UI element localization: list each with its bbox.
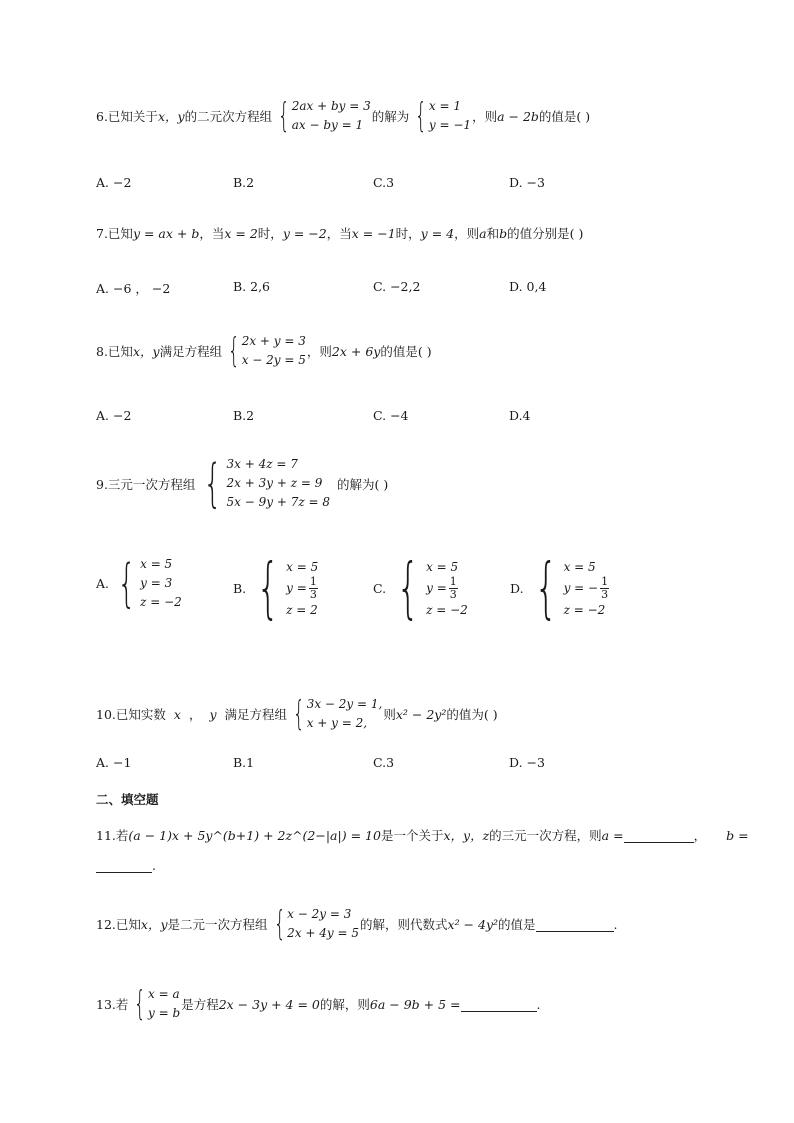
q12-eq2: 2x + 4y = 5 (287, 926, 359, 940)
q10-expr: x² − 2y² (395, 706, 447, 722)
q7-option-c[interactable]: C. −2,2 (373, 279, 421, 294)
q9-option-b[interactable] (233, 549, 319, 626)
fraction (309, 576, 318, 601)
q7-options (96, 279, 696, 295)
q9-d-z: z = −2 (563, 602, 606, 617)
q9-c-x: x = 5 (426, 559, 459, 574)
q10-var-x: x (173, 706, 181, 722)
fraction (449, 576, 458, 601)
q7-text: ，则 (454, 226, 480, 241)
q12-vars: x，y (140, 917, 168, 932)
q9-b-x: x = 5 (286, 559, 319, 574)
q9-d-y: y = − (563, 581, 599, 595)
q8-option-c[interactable]: C. −4 (373, 408, 409, 423)
left-brace-icon: { (396, 549, 420, 626)
q12-tail-b: 的值是 (498, 917, 536, 932)
q12-expr: x² − 4y² (447, 916, 499, 932)
q11-mid2: 的三元一次方程，则 (489, 828, 602, 843)
q6-system (273, 97, 371, 135)
q8-mid: 满足方程组 (159, 344, 223, 359)
q12-tail-a: 的解，则代数式 (360, 917, 448, 932)
q10-prefix: 10.已知实数 (96, 707, 166, 722)
q7-option-d[interactable]: D. 0,4 (509, 279, 547, 294)
q8-option-d[interactable]: D.4 (509, 408, 531, 423)
q11-sep: ， (693, 828, 707, 843)
q8-option-b[interactable]: B.2 (233, 408, 255, 423)
q9-b-y-den: 3 (309, 587, 317, 601)
q7-text: ，当 (199, 226, 225, 241)
q6-option-d[interactable]: D. −3 (509, 175, 545, 190)
q9-option-b-label: B. (233, 580, 247, 596)
q9-d-y-num: 1 (601, 574, 609, 588)
q11-blank-b[interactable] (96, 858, 152, 873)
q13-prefix: 13.若 (96, 997, 129, 1012)
fraction (600, 576, 609, 601)
q12-eq1: x − 2y = 3 (287, 907, 352, 921)
q10-eq1: 3x − 2y = 1, (306, 697, 383, 711)
question-11-line2 (96, 858, 156, 873)
q9-b-y-num: 1 (309, 574, 317, 588)
question-8 (96, 332, 432, 370)
question-7 (96, 224, 583, 242)
q9-a-z: z = −2 (140, 595, 182, 609)
q7-expr2: x = 2 (224, 225, 258, 241)
left-brace-icon: { (134, 984, 147, 1024)
q9-tail: 的解为( ) (337, 476, 389, 492)
left-brace-icon: { (117, 553, 136, 614)
q7-expr3: y = −2 (282, 225, 327, 241)
left-brace-icon: { (203, 453, 223, 514)
q6-sol2: y = −1 (428, 118, 472, 132)
q8-tail-b: 的值是( ) (380, 344, 432, 359)
q10-option-c[interactable]: C.3 (373, 755, 395, 770)
q12-system (269, 905, 359, 943)
q9-d-x: x = 5 (563, 559, 596, 574)
q6-options (96, 175, 696, 191)
q10-sep: ， (188, 707, 202, 722)
q13-eq: 2x − 3y + 4 = 0 (218, 996, 320, 1012)
q9-c-y-den: 3 (449, 587, 457, 601)
q6-sol1: x = 1 (428, 99, 461, 113)
q10-var-y: y (209, 706, 217, 722)
left-brace-icon: { (256, 549, 280, 626)
q9-eq3: 5x − 9y + 7z = 8 (226, 495, 330, 509)
q9-b-y: y = (286, 581, 307, 595)
q8-options (96, 408, 696, 424)
q10-tail-a: 则 (383, 707, 396, 722)
q9-c-y: y = (426, 581, 447, 595)
q9-a-y: y = 3 (140, 576, 173, 590)
left-brace-icon: { (534, 549, 558, 626)
q9-system (196, 455, 330, 512)
q10-options (96, 755, 696, 771)
q9-eq1: 3x + 4z = 7 (226, 457, 298, 471)
left-brace-icon: { (227, 331, 240, 371)
q13-sol2: y = b (148, 1006, 181, 1020)
q9-eq2: 2x + 3y + z = 9 (226, 476, 323, 490)
question-9 (96, 455, 388, 512)
q11-prefix: 11.若 (96, 828, 129, 843)
q7-expr1: y = ax + b (132, 225, 200, 241)
q13-solution (129, 985, 180, 1023)
q8-system (223, 332, 306, 370)
q13-expr: 6a − 9b + 5 = (369, 996, 461, 1012)
q9-b-z: z = 2 (286, 602, 318, 617)
q10-option-d[interactable]: D. −3 (509, 755, 545, 770)
q6-option-b[interactable]: B.2 (233, 175, 255, 190)
q9-option-d-label: D. (510, 580, 524, 596)
q6-mid: 的二元次方程组 (184, 109, 273, 124)
question-11 (96, 826, 749, 844)
q9-c-y-num: 1 (449, 574, 457, 588)
q6-tail-a: ，则 (472, 109, 498, 124)
q6-solution (410, 97, 471, 135)
q7-text: 的值分别是( ) (507, 226, 584, 241)
q11-vars: x，y，z (443, 828, 490, 843)
q7-expr5: y = 4 (420, 225, 455, 241)
q6-option-c[interactable]: C.3 (373, 175, 395, 190)
q6-eq1: 2ax + by = 3 (291, 99, 371, 113)
q6-vars: x，y (157, 109, 185, 124)
q13-end: . (536, 996, 541, 1012)
q9-option-c-label: C. (373, 580, 387, 596)
q8-eq1: 2x + y = 3 (241, 334, 306, 348)
q10-mid: 满足方程组 (224, 707, 288, 722)
q12-mid: 是二元一次方程组 (167, 917, 268, 932)
question-6 (96, 97, 590, 135)
q8-vars: x，y (132, 344, 160, 359)
q7-text: 7.已知 (96, 226, 133, 241)
left-brace-icon: { (292, 694, 305, 734)
q6-prefix: 6.已知关于 (96, 109, 158, 124)
q6-mid2: 的解为 (371, 109, 410, 124)
q7-option-b[interactable]: B. 2,6 (233, 279, 271, 294)
q7-var-b: b (499, 225, 508, 241)
q13-blank[interactable] (461, 997, 537, 1012)
q7-text: 时， (257, 226, 283, 241)
q9-c-z: z = −2 (426, 602, 468, 617)
question-12 (96, 905, 618, 943)
question-10 (96, 695, 498, 733)
q10-system (288, 695, 382, 733)
left-brace-icon: { (415, 96, 428, 136)
q7-text: 和 (486, 226, 500, 241)
q11-end: . (152, 858, 156, 873)
q13-mid2: 的解，则 (319, 997, 370, 1012)
q9-a-x: x = 5 (140, 557, 173, 571)
q8-expr: 2x + 6y (331, 343, 381, 359)
q10-option-a[interactable]: A. −1 (96, 755, 132, 770)
q12-blank[interactable] (536, 917, 614, 932)
q9-option-d[interactable] (510, 549, 610, 626)
q10-tail-b: 的值为( ) (446, 707, 498, 722)
q8-option-a[interactable]: A. −2 (96, 408, 132, 423)
q6-expr: a − 2b (497, 108, 539, 124)
left-brace-icon: { (277, 96, 290, 136)
q11-var-b: b = (726, 827, 749, 843)
q11-var-a: a = (601, 827, 624, 843)
q7-option-a[interactable]: A. −6 ， −2 (96, 281, 171, 296)
q12-prefix: 12.已知 (96, 917, 141, 932)
q11-mid: 是一个关于 (380, 828, 444, 843)
q9-option-c[interactable] (373, 549, 469, 626)
q7-var-a: a (479, 225, 487, 241)
q8-tail-a: ，则 (306, 344, 332, 359)
q9-option-a-label: A. (96, 576, 110, 591)
q10-option-b[interactable]: B.1 (233, 755, 255, 770)
q6-tail-b: 的值是( ) (538, 109, 591, 124)
q6-option-a[interactable]: A. −2 (96, 175, 132, 190)
q9-option-a[interactable] (96, 555, 183, 612)
q9-d-y-den: 3 (601, 587, 609, 601)
q7-text: 时， (395, 226, 421, 241)
q13-mid: 是方程 (181, 997, 219, 1012)
q10-eq2: x + y = 2, (306, 716, 368, 730)
q8-eq2: x − 2y = 5 (241, 353, 306, 367)
q11-expr: (a − 1)x + 5y^(b+1) + 2z^(2−|a|) = 10 (128, 827, 381, 843)
q13-sol1: x = a (148, 987, 180, 1001)
q12-end: . (613, 916, 618, 932)
section-heading-fill-in: 二、填空题 (96, 792, 159, 807)
q7-text: ，当 (326, 226, 352, 241)
question-13 (96, 985, 541, 1023)
q9-prefix: 9.三元一次方程组 (96, 476, 196, 492)
q11-blank-a[interactable] (624, 828, 694, 843)
left-brace-icon: { (273, 904, 286, 944)
q8-prefix: 8.已知 (96, 344, 133, 359)
q6-eq2: ax − by = 1 (291, 118, 364, 132)
q7-expr4: x = −1 (351, 225, 396, 241)
